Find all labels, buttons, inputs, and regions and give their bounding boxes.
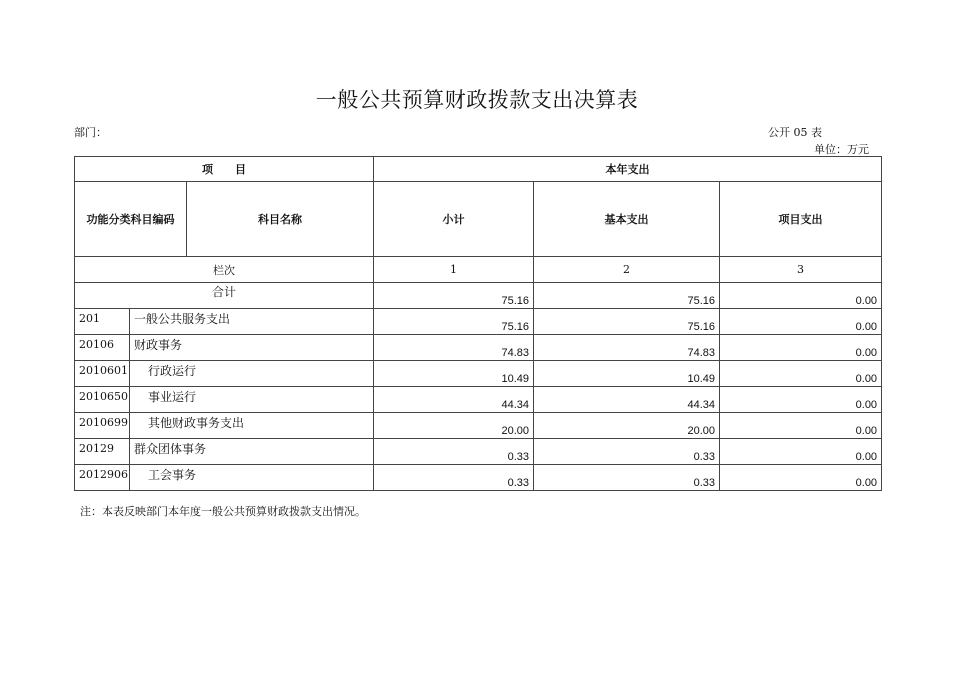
row-basic: 0.33 [534,439,720,465]
header-row-group [75,157,882,182]
item-group-header: 项 目 [75,157,374,182]
footnote: 注：本表反映部门本年度一般公共预算财政拨款支出情况。 [80,505,366,518]
column-index-1: 1 [374,257,534,283]
department-label: 部门： [74,126,107,139]
row-basic: 10.49 [534,361,720,387]
total-row [75,283,882,309]
column-index-3: 3 [720,257,882,283]
row-name: 一般公共服务支出 [130,309,374,335]
row-code: 20129 [75,439,130,465]
row-name: 行政运行 [130,361,374,387]
total-label: 合计 [75,283,374,309]
column-index-row [75,257,882,283]
row-code: 2012906 [75,465,130,491]
row-index-label: 栏次 [75,257,374,283]
total-project: 0.00 [720,283,882,309]
row-name: 工会事务 [130,465,374,491]
row-code: 2010650 [75,387,130,413]
unit-label: 单位：万元 [814,143,869,156]
row-name: 事业运行 [130,387,374,413]
row-subtotal: 20.00 [374,413,534,439]
table-row [75,387,882,413]
row-project: 0.00 [720,465,882,491]
total-basic: 75.16 [534,283,720,309]
row-basic: 75.16 [534,309,720,335]
row-subtotal: 44.34 [374,387,534,413]
row-subtotal: 0.33 [374,465,534,491]
table-code: 公开 05 表 [768,126,822,139]
table-row [75,439,882,465]
row-subtotal: 75.16 [374,309,534,335]
current-year-group-header: 本年支出 [374,157,882,182]
row-project: 0.00 [720,361,882,387]
total-subtotal: 75.16 [374,283,534,309]
row-subtotal: 0.33 [374,439,534,465]
subtotal-column-header: 小计 [374,182,534,257]
row-basic: 20.00 [534,413,720,439]
page-title: 一般公共预算财政拨款支出决算表 [315,88,639,112]
row-project: 0.00 [720,335,882,361]
column-index-2: 2 [534,257,720,283]
row-subtotal: 74.83 [374,335,534,361]
table-row [75,335,882,361]
table-row [75,361,882,387]
row-project: 0.00 [720,387,882,413]
row-project: 0.00 [720,413,882,439]
basic-column-header: 基本支出 [534,182,720,257]
row-basic: 0.33 [534,465,720,491]
row-project: 0.00 [720,439,882,465]
row-basic: 44.34 [534,387,720,413]
row-name: 财政事务 [130,335,374,361]
table-row [75,413,882,439]
row-name: 群众团体事务 [130,439,374,465]
row-name: 其他财政事务支出 [130,413,374,439]
table-row [75,309,882,335]
row-code: 201 [75,309,130,335]
row-subtotal: 10.49 [374,361,534,387]
expenditure-table [74,156,882,491]
project-column-header: 项目支出 [720,182,882,257]
row-project: 0.00 [720,309,882,335]
code-column-header: 功能分类科目编码 [75,182,187,257]
row-code: 2010601 [75,361,130,387]
row-code: 2010699 [75,413,130,439]
table-row [75,465,882,491]
name-column-header: 科目名称 [187,182,374,257]
header-row-columns [75,182,882,257]
row-basic: 74.83 [534,335,720,361]
row-code: 20106 [75,335,130,361]
